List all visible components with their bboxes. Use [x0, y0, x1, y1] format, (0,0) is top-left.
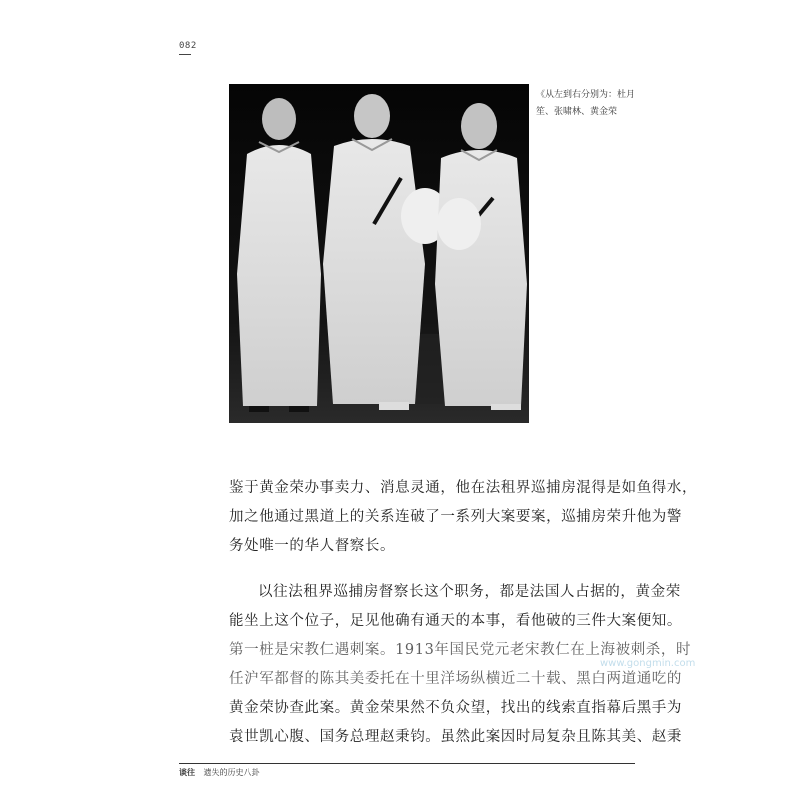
paragraph-line: 袁世凯心腹、国务总理赵秉钧。虽然此案因时局复杂且陈其美、赵秉 [229, 729, 682, 745]
footer-rule [179, 763, 635, 764]
paragraph-line: 加之他通过黑道上的关系连破了一系列大案要案，巡捕房荣升他为警 [229, 509, 682, 525]
running-footer [179, 767, 260, 778]
paragraph-line: 任沪军都督的陈其美委托在十里洋场纵横近二十载、黑白两道通吃的 [229, 671, 682, 687]
paragraph-line: 鉴于黄金荣办事卖力、消息灵通，他在法租界巡捕房混得是如鱼得水， [229, 480, 698, 496]
three-men-in-robes-image [229, 84, 529, 423]
page-number: 082 [179, 41, 197, 51]
caption-line: 《从左到右分别为：杜月 [536, 90, 636, 100]
paragraph-line: 务处唯一的华人督察长。 [229, 538, 396, 554]
caption-line: 笙、张啸林、黄金荣 [536, 107, 618, 117]
paragraph-line: 能坐上这个位子，足见他确有通天的本事，看他破的三件大案便知。 [229, 613, 682, 629]
body-paragraph [229, 474, 698, 561]
paragraph-line: 黄金荣协查此案。黄金荣果然不负众望，找出的线索直指幕后黑手为 [229, 700, 682, 716]
footer-subtitle: 遗失的历史八卦 [203, 768, 260, 777]
page-number-rule [179, 54, 191, 55]
photo-caption [536, 87, 636, 121]
watermark: www.gongmin.com [600, 658, 696, 669]
historical-photograph [229, 84, 529, 423]
footer-book-title: 谈往 [179, 768, 195, 777]
paragraph-line: 以往法租界巡捕房督察长这个职务，都是法国人占据的，黄金荣 [258, 584, 681, 600]
paragraph-line: 第一桩是宋教仁遇刺案。1913年国民党元老宋教仁在上海被刺杀，时 [229, 642, 692, 658]
